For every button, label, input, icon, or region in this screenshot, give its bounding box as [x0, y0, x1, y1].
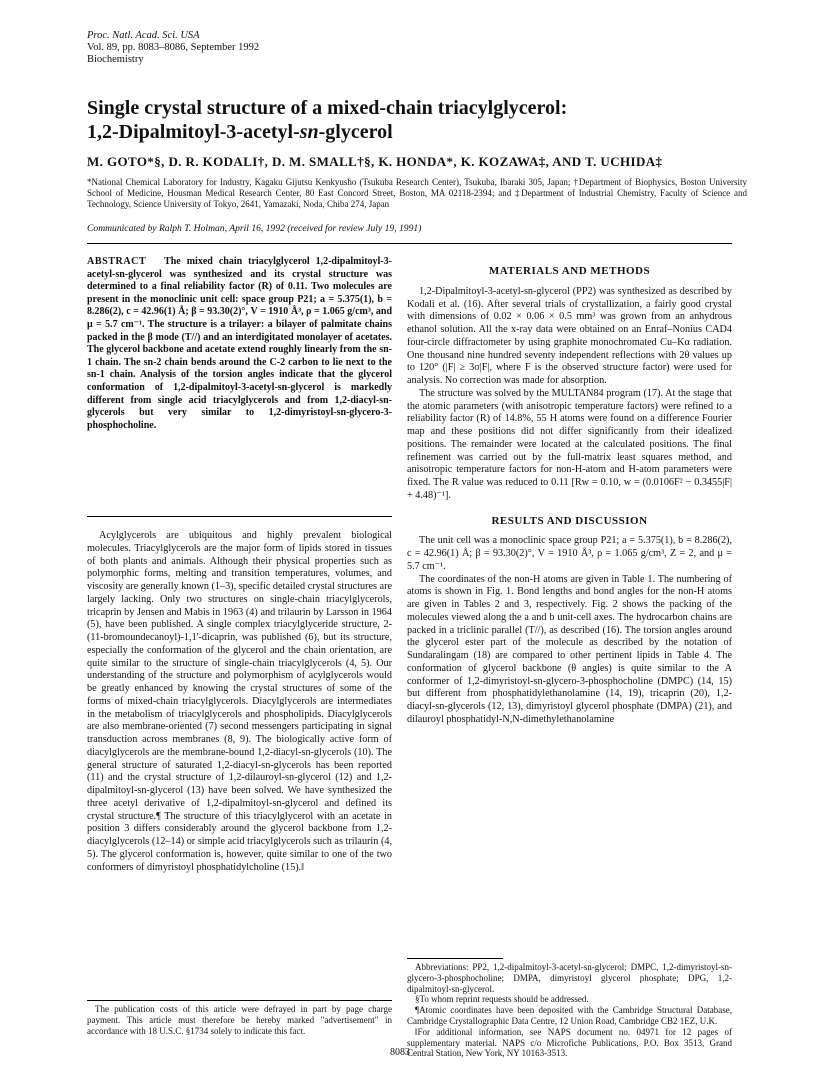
journal-header — [87, 30, 259, 66]
intro-paragraph: Acylglycerols are ubiquitous and highly prevalent biological molecules. Triacylglycerols are the major form of lipids stored in tissues of both plants and animals. Although their physical properties such as polymorphic forms, melting and transition temperatures, volumes, and viscosity are generally known (1–3), specific detailed crystal structures are largely lacking. Only two structures on single-chain triacylglycerols, tricaprin by Jensen and Mabis in 1963 (4) and trilaurin by Larsson in 1964 (5), have been published. A single complex triacylglyceride structure, 2-(11-bromoundecanoyl)-1,1'-dicaprin, was published (6), but its structure, especially the conformation of the glycerol and the chain orientation, are quite similar to the structure of single-chain triacylglycerols (4, 5). Our understanding of the structure and polymorphism of acylglycerols would be greatly enhanced by knowing the crystal structures of some of the forms of mixed-chain triacylglycerols. Diacylglycerols are intermediates in the metabolism of triacylglycerols and phospholipids. Diacylglycerols are also membrane-oriented (7) second messengers participating in signal transduction across membranes (8, 9). The biologically active form of diacylglycerols are the membrane-bound 1,2-diacyl-sn-glycerols (10). The general structure of saturated 1,2-diacyl-sn-glycerols has been reported (11) and the crystal structure of 1,2-dilauroyl-sn-glycerol (12) and 1,2-dipalmitoyl-sn-glycerol (13) have been solved. We have synthesized the three acetyl derivative of 1,2-dipalmitoyl-sn-glycerol and defined its crystal structure.¶ The structure of this triacylglycerol with an acetate in position 3 differs considerably around the glycerol backbone from 1,2-diacylglycerols (12–14) or simple acid triacylglycerols such as trilaurin (4, 5). The glycerol conformation is, however, quite similar to one of the two conformers of dimyristoyl phosphatidylcholine (15).‖ — [87, 530, 392, 873]
abstract — [87, 256, 392, 432]
introduction — [87, 530, 392, 874]
author-list: M. GOTO*§, D. R. KODALI†, D. M. SMALL†§, K. HONDA*, K. KOZAWA‡, AND T. UCHIDA‡ — [87, 154, 663, 169]
naps-note: ‖For additional information, see NAPS document no. 04971 for 12 pages of supplementary material. NAPS c/o Microfiche Publications, P.O. Box 3513, Grand Central Station, New York, NY 10163-3513. — [407, 1026, 732, 1059]
right-column — [407, 265, 732, 727]
article-title — [87, 96, 747, 144]
abstract-text: The mixed chain triacylglycerol 1,2-dipalmitoyl-3-acetyl-sn-glycerol was synthesized and its crystal structure was determined to a final reliability factor (R) of 0.11. Two molecules are present in the monoclinic unit cell: space group P21; a = 5.375(1), b = 8.286(2), c = 42.96(1) Å; β = 93.30(2)°, V = 1910 Å³, ρ = 1.065 g/cm³, and μ = 5.7 cm⁻¹. The structure is a trilayer: a bilayer of palmitate chains packed in the β mode (T//) and an interdigitated monolayer of acetates. The glycerol backbone and acetate extend roughly linearly from the sn-1 chain. The sn-2 chain bends around the C-2 carbon to lie next to the sn-1 chain. Analysis of the torsion angles indicate that the glycerol conformation of 1,2-dipalmitoyl-3-acetyl-sn-glycerol is markedly different from single acid triacylglycerols and from 1,2-diacyl-sn-glycerols but very similar to 1,2-dimyristoyl-sn-glycero-3-phosphocholine. — [87, 256, 392, 431]
abbreviations-note: Abbreviations: PP2, 1,2-dipalmitoyl-3-acetyl-sn-glycerol; DMPC, 1,2-dimyristoyl-sn-glycero-3-phosphocholine; DMPA, dimyristoyl glycerol phosphate; DPG, 1,2-dipalmitoyl-sn-glycerol. — [407, 962, 732, 994]
page-number: 8083 — [390, 1047, 410, 1058]
affiliations: *National Chemical Laboratory for Industry, Kagaku Gijutsu Kenkyusho (Tsukuba Research Center), Tsukuba, Ibaraki 305, Japan; †Department of Biophysics, Boston University School of Medicine, Housman Medical Research Center, 80 East Concord Street, Boston, MA 02118-2394; and ‡Department of Industrial Chemistry, Faculty of Science and Technology, Science University of Tokyo, 2641, Yamazaki, Noda, Chiba 274, Japan — [87, 177, 747, 209]
journal-name: Proc. Natl. Acad. Sci. USA — [87, 30, 200, 41]
methods-paragraph-2: The structure was solved by the MULTAN84 program (17). At the stage that the atomic parameters (with anisotropic temperature factors) were refined to a reliability factor (R) of 14.8%, 55 H atoms were found on a difference Fourier map and these positions did not differ significantly from their idealized positions. The remainder were located at the calculated positions. The final refinement was carried out by the full-matrix least squares method, and anisotropic temperature factors for non-H-atom and H-atom parameters were fixed. The R value was reduced to 0.11 [Rw = 0.10, w = (0.0106F² − 0.3455|F| + 4.48)⁻¹]. — [407, 387, 732, 501]
communicated-by: Communicated by Ralph T. Holman, April 16, 1992 (received for review July 19, 1991) — [87, 223, 422, 234]
methods-paragraph-1: 1,2-Dipalmitoyl-3-acetyl-sn-glycerol (PP2) was synthesized as described by Kodali et al. (16). After several trials of crystallization, a fairly good crystal with dimensions of 0.02 × 0.06 × 0.5 mm³ was grown from an anhydrous ethanol solution. All the x-ray data were obtained on an Enraf–Nonius CAD4 four-circle diffractometer by using graphite monochromated Cu–Kα radiation. One thousand nine hundred seventy independent reflections with 2θ values up to 120° (|F| ≥ 3σ|F|, where F is the observed structure factor) were used for analysis. No correction was made for absorption. — [407, 285, 732, 386]
title-line-1: Single crystal structure of a mixed-chain triacylglycerol: — [87, 97, 568, 119]
footnote-rule — [87, 1000, 392, 1001]
abstract-divider — [87, 516, 392, 517]
publication-cost-text: The publication costs of this article were defrayed in part by page charge payment. This article must therefore be hereby marked "advertisement" in accordance with 18 U.S.C. §1734 solely to indicate this fact. — [87, 1004, 392, 1036]
publication-cost-note — [87, 1000, 392, 1036]
abstract-label: ABSTRACT — [87, 256, 147, 267]
header-divider — [87, 243, 732, 244]
volume-info: Vol. 89, pp. 8083–8086, September 1992 — [87, 42, 260, 53]
title-line-2: 1,2-Dipalmitoyl-3-acetyl-sn-glycerol — [87, 121, 393, 143]
right-footnotes — [407, 958, 732, 1059]
reprint-note: §To whom reprint requests should be addressed. — [415, 994, 589, 1005]
footnote-rule-right — [407, 958, 503, 959]
methods-heading: MATERIALS AND METHODS — [488, 265, 651, 277]
results-paragraph-2: The coordinates of the non-H atoms are given in Table 1. The numbering of atoms is shown in Fig. 1. Bond lengths and bond angles for the non-H atoms are given in Tables 2 and 3, respectively. Fig. 2 shows the packing of the molecules viewed along the a and b unit-cell axes. The hydrocarbon chains are packed in a triclinic parallel (T//), as described (16). The torsion angles around the glycerol ester part of the molecule as described by the notation of Sundaralingam (18) are compared to other pertinent lipids in Table 4. The conformation of glycerol backbone (θ angles) is quite similar to the A conformer of 1,2-dimyristoyl-sn-glycero-3-phosphocholine (DMPC) (14, 15) but different from phosphatidylethanolamine (14, 19), tricaprin (20), 1,2-diacyl-sn-glycerols (12, 13), dimyristoyl glycerol phosphate (DMPA) (21), and dilauroyl phosphatidyl-N,N-dimethylethanolamine — [407, 573, 732, 725]
results-paragraph-1: The unit cell was a monoclinic space group P21; a = 5.375(1), b = 8.286(2), c = 42.96(1) Å; β = 93.30(2)°, V = 1910 Å³, ρ = 1.065 g/cm³, Z = 2, and μ = 5.7 cm⁻¹. — [407, 535, 732, 572]
coordinates-note: ¶Atomic coordinates have been deposited with the Cambridge Structural Database, Cambridge Crystallographic Data Centre, 12 Union Road, Cambridge CB2 1EZ, U.K. — [407, 1005, 732, 1026]
section-label: Biochemistry — [87, 54, 144, 65]
results-heading: RESULTS AND DISCUSSION — [491, 514, 648, 527]
